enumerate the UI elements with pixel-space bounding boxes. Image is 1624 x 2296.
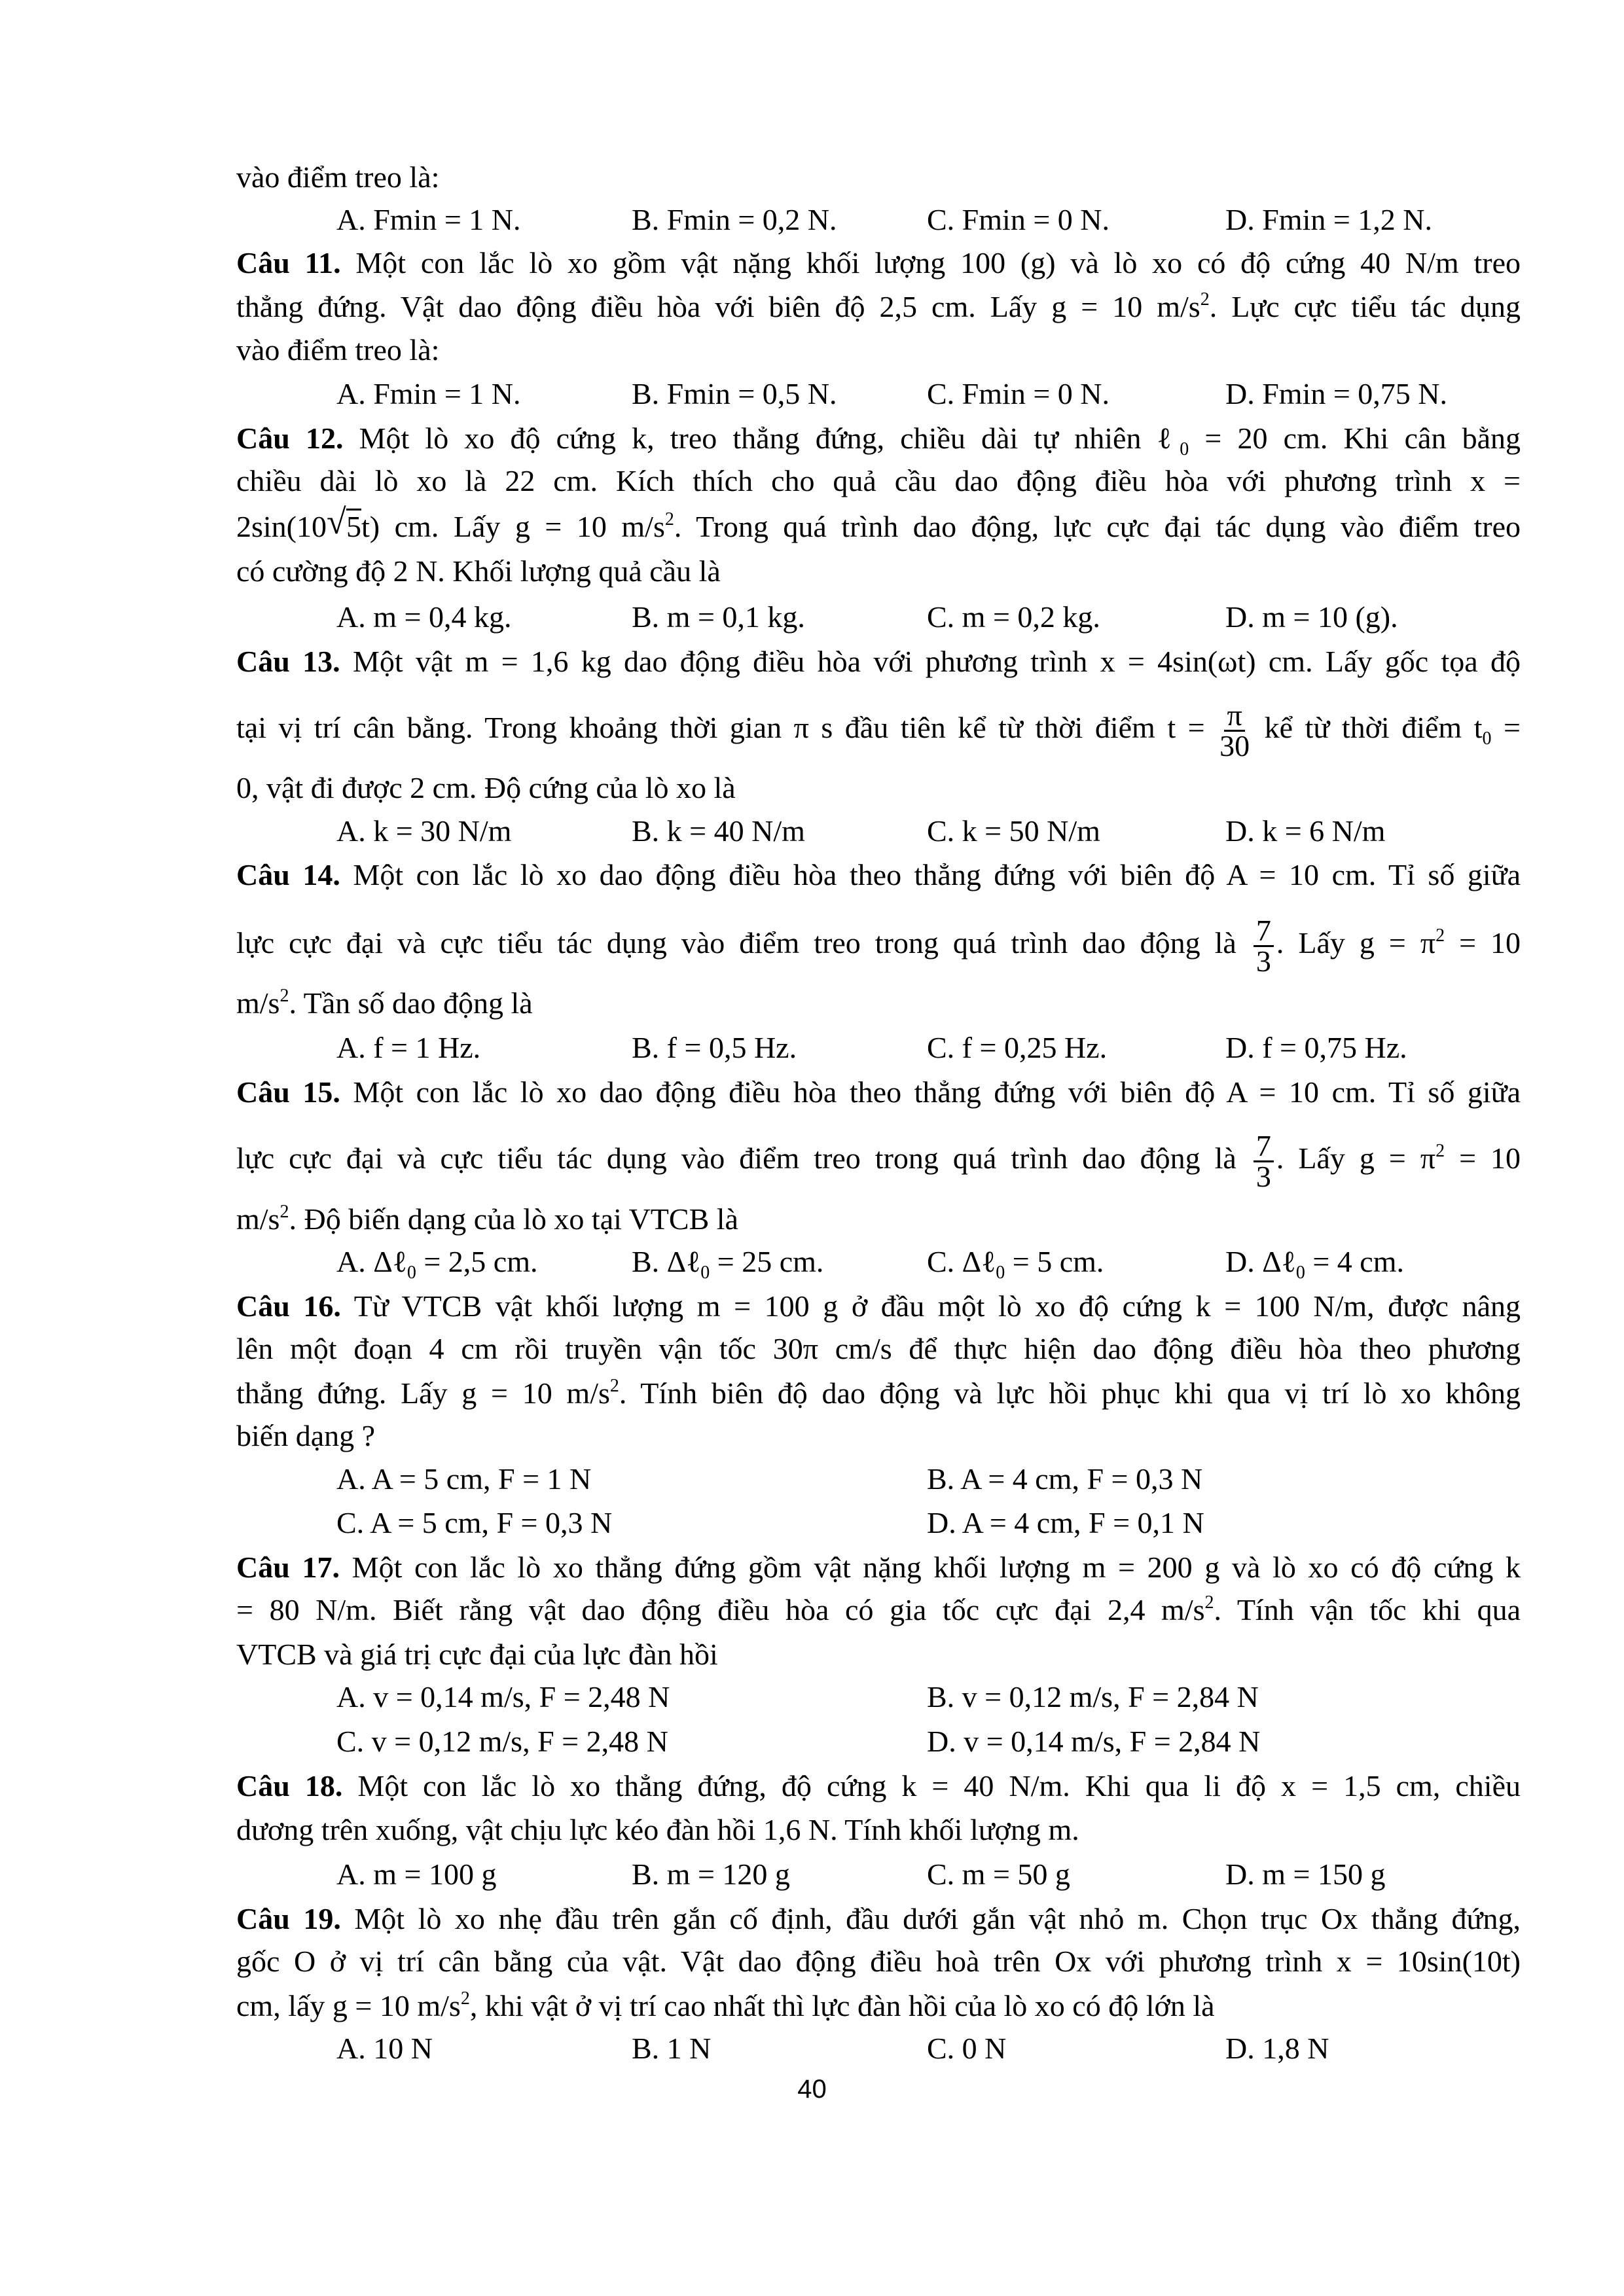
q13-option-a: A. k = 30 N/m (336, 814, 512, 848)
q18-option-d: D. m = 150 g (1225, 1857, 1386, 1891)
q15-text: . Lấy g = π (1276, 1141, 1436, 1175)
q15-text: m/s (236, 1202, 280, 1236)
q12-text: t) cm. Lấy g = 10 m/s (361, 510, 665, 543)
subscript: 0 (1180, 439, 1189, 459)
q10-text: vào điểm treo là: (236, 160, 440, 194)
q13-line-1 (236, 639, 1521, 684)
question-label: Câu 19. (236, 1902, 341, 1935)
q14-text: m/s (236, 986, 280, 1020)
q17-text: Một con lắc lò xo thẳng đứng gồm vật nặng khối lượng m = 200 g và lò xo có độ cứng k (352, 1551, 1521, 1584)
question-label: Câu 11. (236, 246, 341, 279)
q12-line-3 (236, 502, 1521, 549)
q13-option-d: D. k = 6 N/m (1225, 814, 1386, 848)
fraction (1254, 916, 1274, 976)
q11-line-3: vào điểm treo là: (236, 333, 440, 367)
q12-line-1 (236, 416, 1521, 461)
fraction (1219, 698, 1250, 762)
q13-text: kể từ thời điểm t (1264, 711, 1483, 745)
q11-option-a: A. Fmin = 1 N. (336, 377, 521, 410)
q15-option-c: C. Δℓ$_0$ = 5 cm. (927, 1245, 1104, 1283)
question-label: Câu 13. (236, 645, 340, 678)
superscript: 2 (1435, 1141, 1445, 1162)
q15-text: = 10 (1445, 1141, 1521, 1175)
question-label: Câu 15. (236, 1075, 340, 1109)
q11-option-b: B. Fmin = 0,5 N. (632, 377, 837, 410)
q18-line-1 (236, 1764, 1521, 1808)
q11-text: Một con lắc lò xo gồm vật nặng khối lượng 100 (g) và lò xo có độ cứng 40 N/m treo (355, 246, 1521, 279)
q14-option-d: D. f = 0,75 Hz. (1225, 1031, 1407, 1064)
q12-text: . Trong quá trình dao động, lực cực đại tác dụng vào điểm treo (674, 510, 1521, 543)
q11-text: . Lực cực tiểu tác dụng (1209, 290, 1521, 323)
q16-text: Từ VTCB vật khối lượng m = 100 g ở đầu một lò xo độ cứng k = 100 N/m, được nâng (353, 1289, 1521, 1323)
q16-text: . Tính biên độ dao động và lực hồi phục khi qua vị trí lò xo không (619, 1376, 1521, 1410)
q15-text: lực cực đại và cực tiểu tác dụng vào điểm treo trong quá trình dao động là (236, 1141, 1236, 1175)
q13-option-c: C. k = 50 N/m (927, 814, 1100, 848)
q12-option-a: A. m = 0,4 kg. (336, 600, 512, 634)
q15-option-b: B. Δℓ$_0$ = 25 cm. (632, 1245, 824, 1283)
superscript: 2 (609, 1376, 619, 1396)
q12-option-c: C. m = 0,2 kg. (927, 600, 1100, 634)
q14-line-2 (236, 914, 1521, 978)
q11-option-d: D. Fmin = 0,75 N. (1225, 377, 1448, 410)
q13-option-b: B. k = 40 N/m (632, 814, 805, 848)
q17-text: = 80 N/m. Biết rằng vật dao động điều hòa có gia tốc cực đại 2,4 m/s (236, 1593, 1205, 1626)
q10-option-c: C. Fmin = 0 N. (927, 203, 1110, 236)
superscript: 2 (1435, 925, 1445, 946)
q13-text: tại vị trí cân bằng. Trong khoảng thời gian π s đầu tiên kể từ thời điểm t = (236, 711, 1205, 745)
q13-text: = (1491, 711, 1521, 745)
q12-text: Một lò xo độ cứng k, treo thẳng đứng, chiều dài tự nhiên ℓ (359, 422, 1180, 455)
q17-line-2 (236, 1588, 1521, 1632)
fraction-numerator: π (1224, 701, 1244, 732)
q15-text: Một con lắc lò xo dao động điều hòa theo thẳng đứng với biên độ A = 10 cm. Tỉ số giữa (353, 1075, 1521, 1109)
q18-line-2: dương trên xuống, vật chịu lực kéo đàn hồi 1,6 N. Tính khối lượng m. (236, 1813, 1079, 1846)
q14-text: . Tần số dao động là (289, 986, 533, 1020)
q18-option-b: B. m = 120 g (632, 1857, 790, 1891)
q13-line-3: 0, vật đi được 2 cm. Độ cứng của lò xo là (236, 771, 736, 804)
q16-option-a: A. A = 5 cm, F = 1 N (336, 1462, 592, 1496)
q12-option-b: B. m = 0,1 kg. (632, 600, 805, 634)
q18-option-a: A. m = 100 g (336, 1857, 497, 1891)
q12-line-2: chiều dài lò xo là 22 cm. Kích thích cho quả cầu dao động điều hòa với phương trình x = (236, 464, 1521, 497)
q11-line-1 (236, 241, 1521, 285)
q15-line-1 (236, 1070, 1521, 1115)
superscript: 2 (664, 509, 674, 529)
q17-option-b: B. v = 0,12 m/s, F = 2,84 N (927, 1680, 1259, 1713)
q19-line-3 (236, 1984, 1521, 2028)
q14-text: = 10 (1445, 926, 1521, 960)
superscript: 2 (280, 986, 289, 1006)
fraction-denominator: 3 (1255, 1160, 1271, 1193)
q16-option-b: B. A = 4 cm, F = 0,3 N (927, 1462, 1203, 1496)
q19-line-1 (236, 1897, 1521, 1941)
fraction (1254, 1129, 1274, 1193)
fraction-denominator: 30 (1219, 729, 1250, 762)
q19-text: , khi vật ở vị trí cao nhất thì lực đàn hồi của lò xo có độ lớn là (469, 1989, 1215, 2022)
q17-line-1 (236, 1545, 1521, 1590)
q14-option-c: C. f = 0,25 Hz. (927, 1031, 1108, 1064)
q19-text: Một lò xo nhẹ đầu trên gắn cố định, đầu dưới gắn vật nhỏ m. Chọn trục Ox thẳng đứng, (354, 1902, 1521, 1935)
q19-option-d: D. 1,8 N (1225, 2032, 1329, 2065)
superscript: 2 (280, 1202, 289, 1222)
q19-line-2: gốc O ở vị trí cân bằng của vật. Vật dao động điều hoà trên Ox với phương trình x = 10sin(10t) (236, 1945, 1521, 1978)
subscript: 0 (1482, 728, 1492, 749)
q15-option-a: A. Δℓ$_0$ = 2,5 cm. (336, 1245, 538, 1283)
q18-text: Một con lắc lò xo thẳng đứng, độ cứng k = 40 N/m. Khi qua li độ x = 1,5 cm, chiều (357, 1769, 1521, 1803)
q15-line-2 (236, 1129, 1521, 1193)
question-label: Câu 16. (236, 1289, 341, 1323)
q11-line-2 (236, 285, 1521, 329)
q16-line-4: biến dạng ? (236, 1419, 376, 1452)
q12-text: 2sin(10 (236, 510, 327, 543)
q14-text: lực cực đại và cực tiểu tác dụng vào điểm treo trong quá trình dao động là (236, 926, 1236, 960)
q16-option-c: C. A = 5 cm, F = 0,3 N (336, 1506, 613, 1539)
q10-option-a: A. Fmin = 1 N. (336, 203, 521, 236)
q19-option-c: C. 0 N (927, 2032, 1007, 2065)
q17-option-a: A. v = 0,14 m/s, F = 2,48 N (336, 1680, 670, 1713)
superscript: 2 (1200, 289, 1210, 310)
superscript: 2 (1204, 1592, 1214, 1613)
q12-text: = 20 cm. Khi cân bằng (1189, 422, 1521, 455)
question-label: Câu 14. (236, 858, 340, 891)
q10-option-d: D. Fmin = 1,2 N. (1225, 203, 1433, 236)
question-label: Câu 18. (236, 1769, 343, 1803)
q17-line-3: VTCB và giá trị cực đại của lực đàn hồi (236, 1638, 718, 1671)
q14-text: . Lấy g = π (1276, 926, 1436, 960)
q15-line-3 (236, 1197, 1521, 1242)
q12-option-d: D. m = 10 (g). (1225, 600, 1398, 634)
q14-text: Một con lắc lò xo dao động điều hòa theo thẳng đứng với biên độ A = 10 cm. Tỉ số giữa (353, 858, 1521, 891)
q12-line-4: có cường độ 2 N. Khối lượng quả cầu là (236, 554, 721, 588)
q17-option-d: D. v = 0,14 m/s, F = 2,84 N (927, 1725, 1261, 1758)
q19-text: cm, lấy g = 10 m/s (236, 1989, 461, 2022)
q14-option-a: A. f = 1 Hz. (336, 1031, 481, 1064)
q13-line-2 (236, 698, 1521, 762)
q10-option-b: B. Fmin = 0,2 N. (632, 203, 837, 236)
question-label: Câu 17. (236, 1551, 340, 1584)
sqrt-argument: 5 (346, 510, 361, 543)
fraction-denominator: 3 (1255, 944, 1271, 978)
q18-option-c: C. m = 50 g (927, 1857, 1070, 1891)
q11-option-c: C. Fmin = 0 N. (927, 377, 1110, 410)
q14-line-3 (236, 981, 1521, 1026)
q16-option-d: D. A = 4 cm, F = 0,1 N (927, 1506, 1204, 1539)
sqrt-icon: √ (327, 502, 346, 541)
q15-text: . Độ biến dạng của lò xo tại VTCB là (289, 1202, 738, 1236)
question-label: Câu 12. (236, 422, 344, 455)
fraction-numerator: 7 (1254, 916, 1274, 947)
q16-text: thẳng đứng. Lấy g = 10 m/s (236, 1376, 610, 1410)
q17-option-c: C. v = 0,12 m/s, F = 2,48 N (336, 1725, 668, 1758)
fraction-numerator: 7 (1254, 1132, 1274, 1162)
q15-option-d: D. Δℓ$_0$ = 4 cm. (1225, 1245, 1404, 1283)
q16-line-1 (236, 1284, 1521, 1329)
q14-option-b: B. f = 0,5 Hz. (632, 1031, 797, 1064)
q19-option-b: B. 1 N (632, 2032, 712, 2065)
q17-text: . Tính vận tốc khi qua (1214, 1593, 1521, 1626)
q16-line-3 (236, 1371, 1521, 1416)
superscript: 2 (460, 1988, 470, 2009)
q11-text: thẳng đứng. Vật dao động điều hòa với biên độ 2,5 cm. Lấy g = 10 m/s (236, 290, 1200, 323)
q14-line-1 (236, 853, 1521, 897)
q19-option-a: A. 10 N (336, 2032, 433, 2065)
sqrt-expression (327, 502, 361, 549)
q13-text: Một vật m = 1,6 kg dao động điều hòa với phương trình x = 4sin(ωt) cm. Lấy gốc tọa độ (352, 645, 1521, 678)
page-number: 40 (797, 2075, 827, 2104)
q16-line-2: lên một đoạn 4 cm rồi truyền vận tốc 30π cm/s để thực hiện dao động điều hòa theo phương (236, 1332, 1521, 1365)
